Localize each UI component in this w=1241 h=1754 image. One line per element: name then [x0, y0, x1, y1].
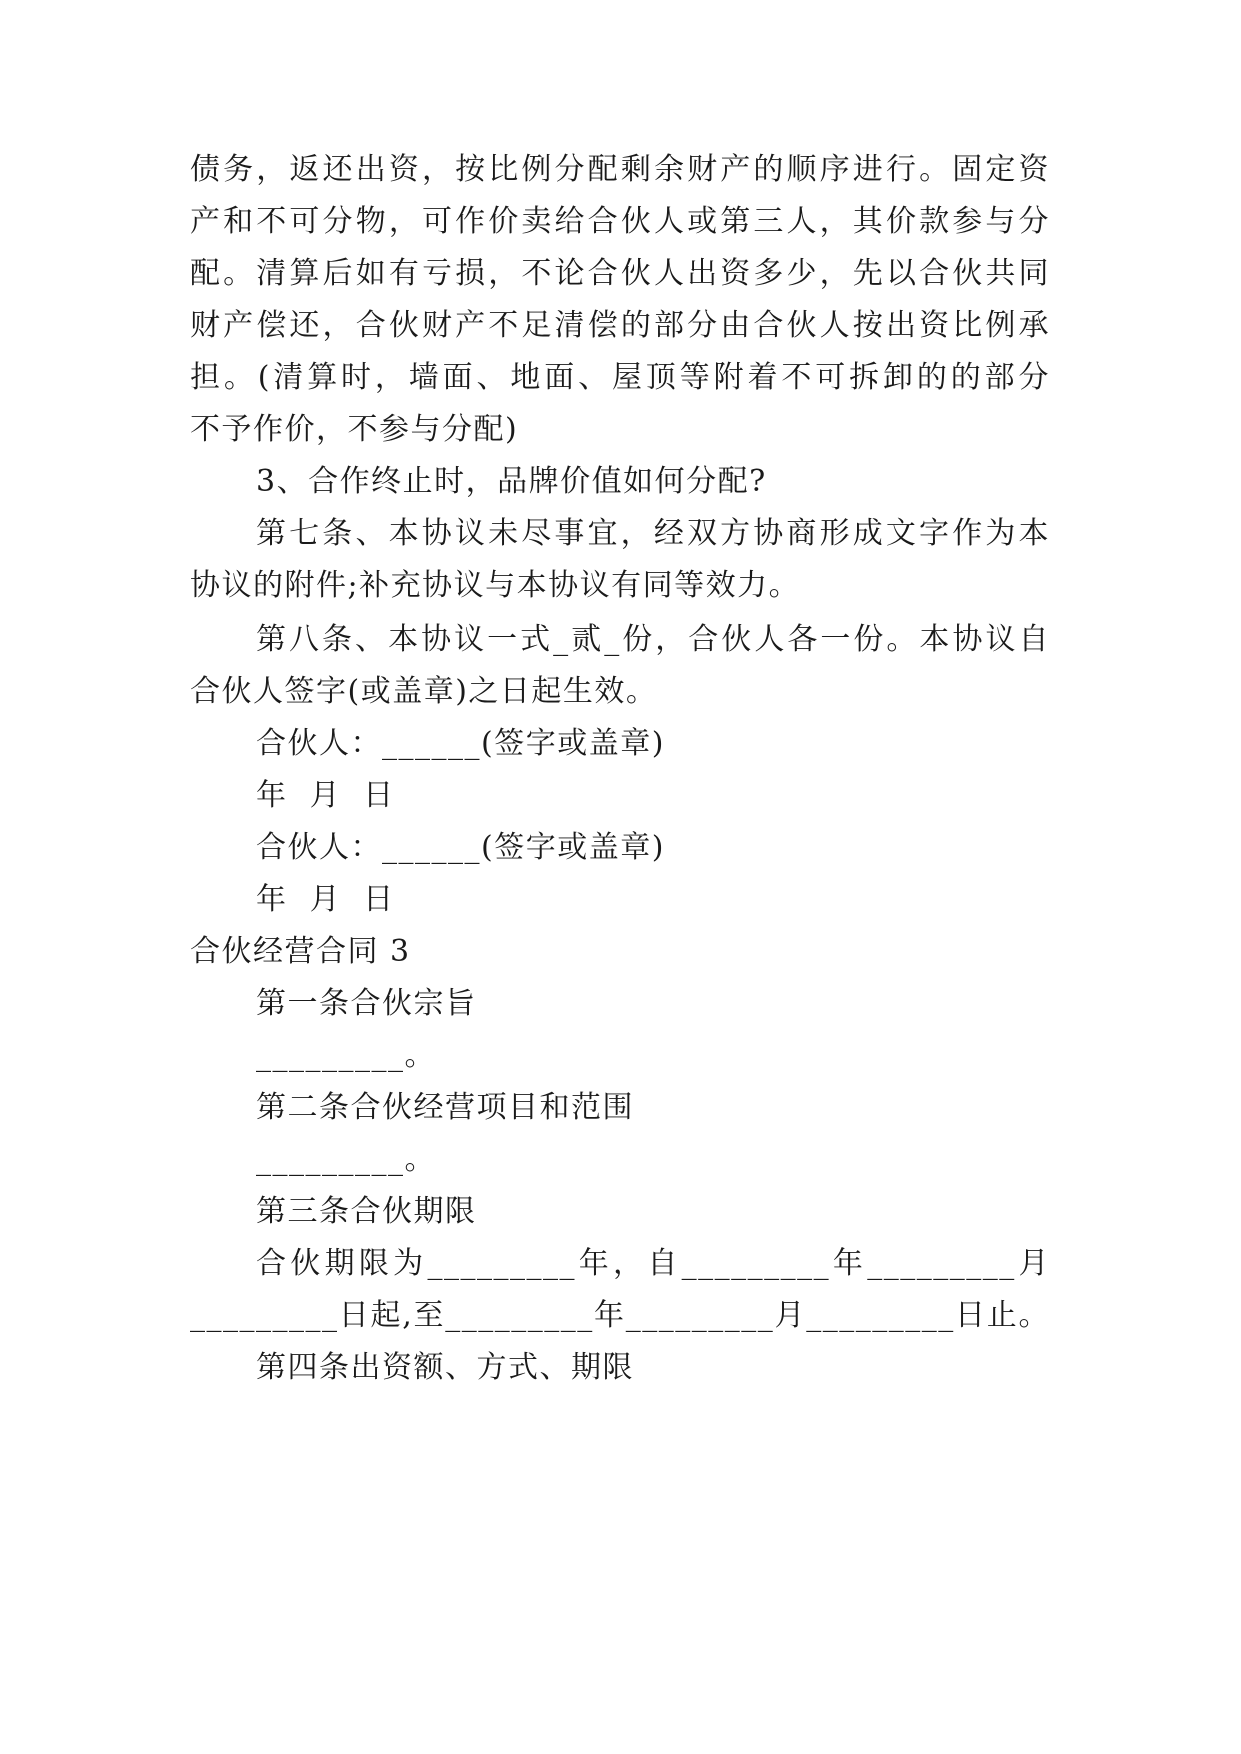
paragraph-line: 担。(清算时，墙面、地面、屋顶等附着不可拆卸的的部分 — [190, 360, 1050, 395]
clause-heading: 第二条合伙经营项目和范围 — [256, 1090, 634, 1125]
paragraph-line: 债务，返还出资，按比例分配剩余财产的顺序进行。固定资 — [190, 152, 1050, 187]
paragraph-line: 合伙人签字(或盖章)之日起生效。 — [190, 674, 658, 709]
paragraph-line: 产和不可分物，可作价卖给合伙人或第三人，其价款参与分 — [190, 204, 1050, 239]
date-line: 年 月 日 — [256, 882, 395, 917]
date-line: 年 月 日 — [256, 778, 395, 813]
blank-field-line: _________。 — [256, 1038, 436, 1073]
paragraph-line: 合伙期限为_________年，自_________年_________月 — [256, 1246, 1050, 1281]
clause-heading: 第四条出资额、方式、期限 — [256, 1350, 634, 1385]
paragraph-line: 协议的附件;补充协议与本协议有同等效力。 — [190, 568, 801, 603]
paragraph-line: 3、合作终止时，品牌价值如何分配? — [256, 464, 767, 499]
paragraph-line: 第七条、本协议未尽事宜，经双方协商形成文字作为本 — [256, 516, 1050, 551]
paragraph-line: 财产偿还，合伙财产不足清偿的部分由合伙人按出资比例承 — [190, 308, 1050, 343]
clause-heading: 第三条合伙期限 — [256, 1194, 477, 1229]
section-title: 合伙经营合同 3 — [190, 934, 411, 969]
clause-heading: 第一条合伙宗旨 — [256, 986, 477, 1021]
paragraph-line: 第八条、本协议一式_贰_份，合伙人各一份。本协议自 — [256, 622, 1050, 657]
paragraph-line: _________日起,至_________年_________月_________日止。 — [190, 1298, 1050, 1333]
signature-line: 合伙人：______(签字或盖章) — [256, 830, 665, 865]
paragraph-line: 不予作价，不参与分配) — [190, 412, 519, 447]
signature-line: 合伙人：______(签字或盖章) — [256, 726, 665, 761]
paragraph-line: 配。清算后如有亏损，不论合伙人出资多少，先以合伙共同 — [190, 256, 1050, 291]
blank-field-line: _________。 — [256, 1142, 436, 1177]
